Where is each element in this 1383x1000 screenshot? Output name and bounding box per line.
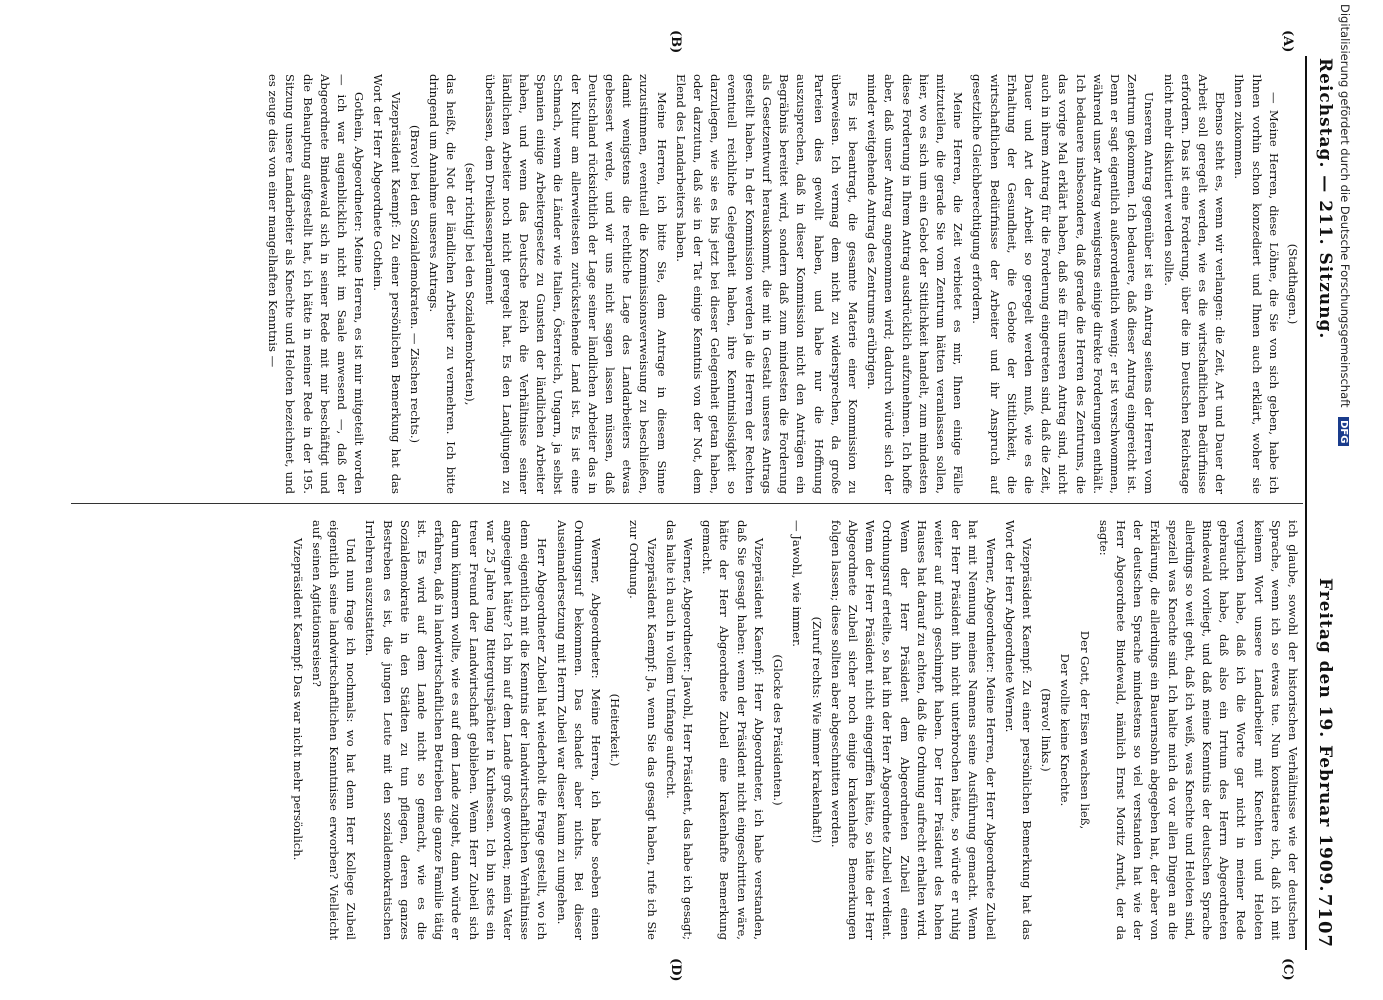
- paragraph: Vizepräsident Kaempf: Herr Abgeordneter, ich habe verstanden, daß Sie gesagt haben: wenn der Präsident nicht eingeschritten wäre, hätte der Herr Abgeordnete Zubeil eine krakenhafte Bemerkung gemacht.: [700, 520, 766, 940]
- interjection-line: Der wollte keine Knechte.: [1058, 653, 1073, 807]
- paragraph: Vizepräsident Kaempf: Ja, wenn Sie das gesagt haben, rufe ich Sie zur Ordnung.: [627, 520, 659, 940]
- paragraph: Es ist beantragt, die gesamte Materie einer Kommission zu überweisen. Ich vermag dem nicht zu widersprechen, da große Parteien dies gewollt haben, und habe nur die Hoffnung auszusprechen, daß in dieser Kommission nicht den Anträgen ein Begräbnis bereitet wird, sondern daß zum mindesten die Forderung als Gesetzentwurf herauskommt, die mit in Gestalt unseres Antrags gestellt haben. In der Kommission werden ja die Herren der Rechten eventuell reichliche Gelegenheit haben, ihre Kenntnislosigkeit so darzulegen, wie sie es bis jetzt bei dieser Gelegenheit getan haben, oder darzutun, daß sie in der Tat einige Kenntnis von der Not, dem Elend des Landarbeiters haben.: [673, 74, 860, 494]
- interjection-line: (Glocke des Präsidenten.): [771, 654, 786, 806]
- paragraph: Ebenso steht es, wenn wir verlangen: die Zeit, Art und Dauer der Arbeit soll geregelt werden, wie es die wirtschaftlichen Bedürfnisse erfordern. Das ist eine Forderung, über die im Deutschen Reichstage nicht mehr diskutiert werden sollte.: [1161, 74, 1228, 494]
- interjection-line: (Bravo! bei den Sozialdemokraten. — Zischen rechts.): [407, 124, 422, 444]
- dfg-logo: DFG: [1338, 417, 1349, 446]
- interjection-line: (sehr richtig! bei den Sozialdemokraten),: [463, 162, 478, 406]
- paragraph: ich glaube, sowohl der historischen Verhältnisse wie der deutschen Sprache, wenn ich so etwas tue. Nun konstatiere ich, daß ich mit keinem Wort unsere Landarbeiter mit Knechten und Heloten verglichen habe, daß ich die Worte gar nicht in meiner Rede gebraucht habe, daß also ein Irrtum des Herrn Abgeordneten Bindewald vorliegt, und daß meine Kenntnis der deutschen Sprache allerdings so weit geht, daß ich weiß, was Knechte und Heloten sind, speziell was Knechte sind. Ich halte mich da vor allen Dingen an die Erklärung, die allerdings ein Bauernsohn abgegeben hat, der aber von der deutschen Sprache mindestens so viel verstanden hat wie der Herr Abgeordnete Bindewald, nämlich Ernst Moritz Arndt, der da sagte:: [1096, 520, 1300, 940]
- margin-marker-a: (A): [1280, 30, 1295, 53]
- paragraph: Werner, Abgeordneter: Jawohl, Herr Präsident, das habe ich gesagt; das halte ich auch in vollem Umfange aufrecht.: [663, 520, 696, 940]
- paragraph: Vizepräsident Kaempf: Zu einer persönlichen Bemerkung hat das Wort der Herr Abgeordnete Gothein.: [371, 74, 403, 494]
- margin-marker-d: (D): [668, 958, 683, 982]
- paragraph: Gothein, Abgeordneter: Meine Herren, es ist mir mitgeteilt worden — ich war augenblicklich nicht im Saale anwesend —, daß der Abgeordnete Bindewald sich in seiner Rede mit mir beschäftigt und die Behauptung aufgestellt hat, ich hätte in meiner Rede in der 195. Sitzung unsere Landarbeiter als Knechte und Heloten bezeichnet, und es zeuge dies von einer mangelhaften Kenntnis —: [266, 74, 367, 494]
- credit-text: Digitalisierung gefördert durch die Deutsche Forschungsgemeinschaft: [1338, 4, 1352, 408]
- paragraph: Werner, Abgeordneter: Meine Herren, der Herr Abgeordnete Zubeil hat mit Nennung meines Namens seine Ausführung gemacht. Wenn der Herr Präsident ihn nicht unterbrochen hätte, so würde er ruhig weiter auf mich geschimpft haben. Der Herr Präsident des hohen Hauses hat darauf zu achten, daß die Ordnung aufrecht erhalten wird. Wenn der Herr Präsident dem Abgeordneten Zubeil einen Ordnungsruf erteilte, so hat ihn der Herr Abgeordnete Zubeil verdient. Wenn der Herr Präsident nicht eingegriffen hätte, so hätte der Herr Abgeordnete Zubeil sicher noch einige krakenhafte Bemerkungen folgen lassen; diese sollten aber abgeschnitten werden.: [828, 520, 998, 940]
- paragraph: Meine Herren, ich bitte Sie, dem Antrage in diesem Sinne zuzustimmen, eventuell die Kommissionsverweisung zu beschließen, damit wenigstens die rechtliche Lage des Landarbeiters etwas gebessert werde, und wir uns nicht sagen lassen müssen, daß Deutschland rücksichtlich der Lage seiner ländlichen Arbeiter das in der Kultur am allerweitesten zurückstehende Land ist. Es ist eine Schmach, wenn die Länder wie Italien, Österreich, Ungarn, ja selbst Spanien einige Arbeitergesetze zu Gunsten der ländlichen Arbeiter haben, und wenn das Deutsche Reich die Verhältnisse seiner ländlichen Arbeiter noch nicht geregelt hat. Es den Landjungen zu überlassen, dem Dreiklassenparlament: [482, 74, 669, 494]
- digitization-credit: [1330, 4, 1352, 994]
- interjection-line: (Bravo! links.): [1039, 688, 1054, 772]
- paragraph: — Meine Herren, diese Löhne, die Sie von sich geben, habe ich Ihnen vorhin schon konzediert und Ihnen auch erklärt, woher sie Ihnen zukommen.: [1232, 74, 1281, 494]
- paragraph: Vizepräsident Kaempf: Das war nicht mehr persönlich.: [290, 538, 305, 861]
- header-page-number: 7107: [1314, 893, 1335, 948]
- margin-marker-c: (C): [1280, 958, 1295, 981]
- paragraph: Vizepräsident Kaempf: Zu einer persönlichen Bemerkung hat das Wort der Herr Abgeordnete Werner.: [1002, 520, 1034, 940]
- margin-marker-b: (B): [668, 30, 683, 54]
- paragraph: Herr Abgeordneter Zubeil hat wiederholt die Frage gestellt, wo ich denn eigentlich mit die Kenntnis der landwirtschaftlichen Verhältnisse angeeignet hätte? Ich bin auf dem Lande groß geworden; mein Vater war 25 Jahre lang Rittergutspächter in Kurhessen. Ich bin stets ein treuer Freund der Landwirtschaft geblieben. Wenn Herr Zubeil sich darum kümmern wollte, wie es auf dem Lande zugeht, dann würde er erfahren, daß in landwirtschaftlichen Betrieben die ganze Familie tätig ist. Es wird auf dem Lande nicht so gemacht, wie es die Sozialdemokratie in den Städten zu tun pflegen, deren ganzes Bestreben es ist, die jungen Leute mit den sozialdemokratischen Irrlehren auszustatten.: [363, 520, 550, 940]
- interjection-line: Der Gott, der Eisen wachsen ließ,: [1077, 630, 1092, 830]
- paragraph: — Jawohl, wie immer.: [790, 520, 805, 647]
- interjection-line: (Zuruf rechts: Wie immer krakenhaft!): [809, 616, 824, 844]
- paragraph: Meine Herren, die Zeit verbietet es mir, Ihnen einige Fälle mitzuteilen, die gerade Sie vom Zentrum hätten veranlassen sollen, hier, wo es sich um ein Gebot der Sittlichkeit handelt, zum mindesten diese Forderung in Ihrem Antrag ausdrücklich aufzunehmen. Ich hoffe aber, daß unser Antrag angenommen wird; dadurch würde sich der minder weitgehende Antrag des Zentrums erübrigen.: [865, 74, 966, 494]
- right-text-column: [71, 520, 1301, 940]
- header-session-title: Reichstag. — 211. Sitzung.: [1315, 58, 1335, 340]
- paragraph: das heißt, die Not der ländlichen Arbeiter zu vermehren. Ich bitte dringend um Annahme unseres Antrags.: [427, 74, 459, 494]
- paragraph: Unserem Antrag gegenüber ist ein Antrag seitens der Herren vom Zentrum gekommen. Ich bedauere, daß dieser Antrag eingereicht ist. Denn er sagt eigentlich außerordentlich wenig; er ist verschwommen, während unser Antrag wenigstens einige direkte Forderungen enthält. Ich bedauere insbesondere, daß gerade die Herren des Zentrums, die das vorige Mal erklärt haben, daß sie für unseren Antrag sind, nicht auch in ihrem Antrag für die Forderung eingetreten sind, daß die Zeit, Dauer und Art der Arbeit so geregelt werden muß, wie es die Erhaltung der Gesundheit, die Gebote der Sittlichkeit, die wirtschaftlichen Bedürfnisse der Arbeiter und ihr Anspruch auf gesetzliche Gleichberechtigung erfordern.: [970, 74, 1157, 494]
- interjection-line: (Stadthagen.): [1286, 243, 1300, 325]
- header-date: Freitag den 19. Februar 1909.: [1315, 578, 1335, 893]
- interjection-line: (Heiterkeit.): [608, 693, 623, 767]
- paragraph: Und nun frage ich nochmals: wo hat denn Herr Kollege Zubeil eigentlich seine landwirtschaftlichen Kenntnisse erworben? Vielleicht auf seinen Agitationsreisen?: [309, 520, 359, 940]
- header-rule: [1305, 56, 1307, 950]
- column-divider: [71, 503, 1303, 504]
- paragraph: Werner, Abgeordneter: Meine Herren, ich habe soeben einen Ordnungsruf bekommen. Das schadet aber nichts. Bei dieser Auseinandersetzung mit Herrn Zubeil war dieser kaum zu umgehen.: [554, 520, 604, 940]
- left-text-column: [71, 74, 1301, 494]
